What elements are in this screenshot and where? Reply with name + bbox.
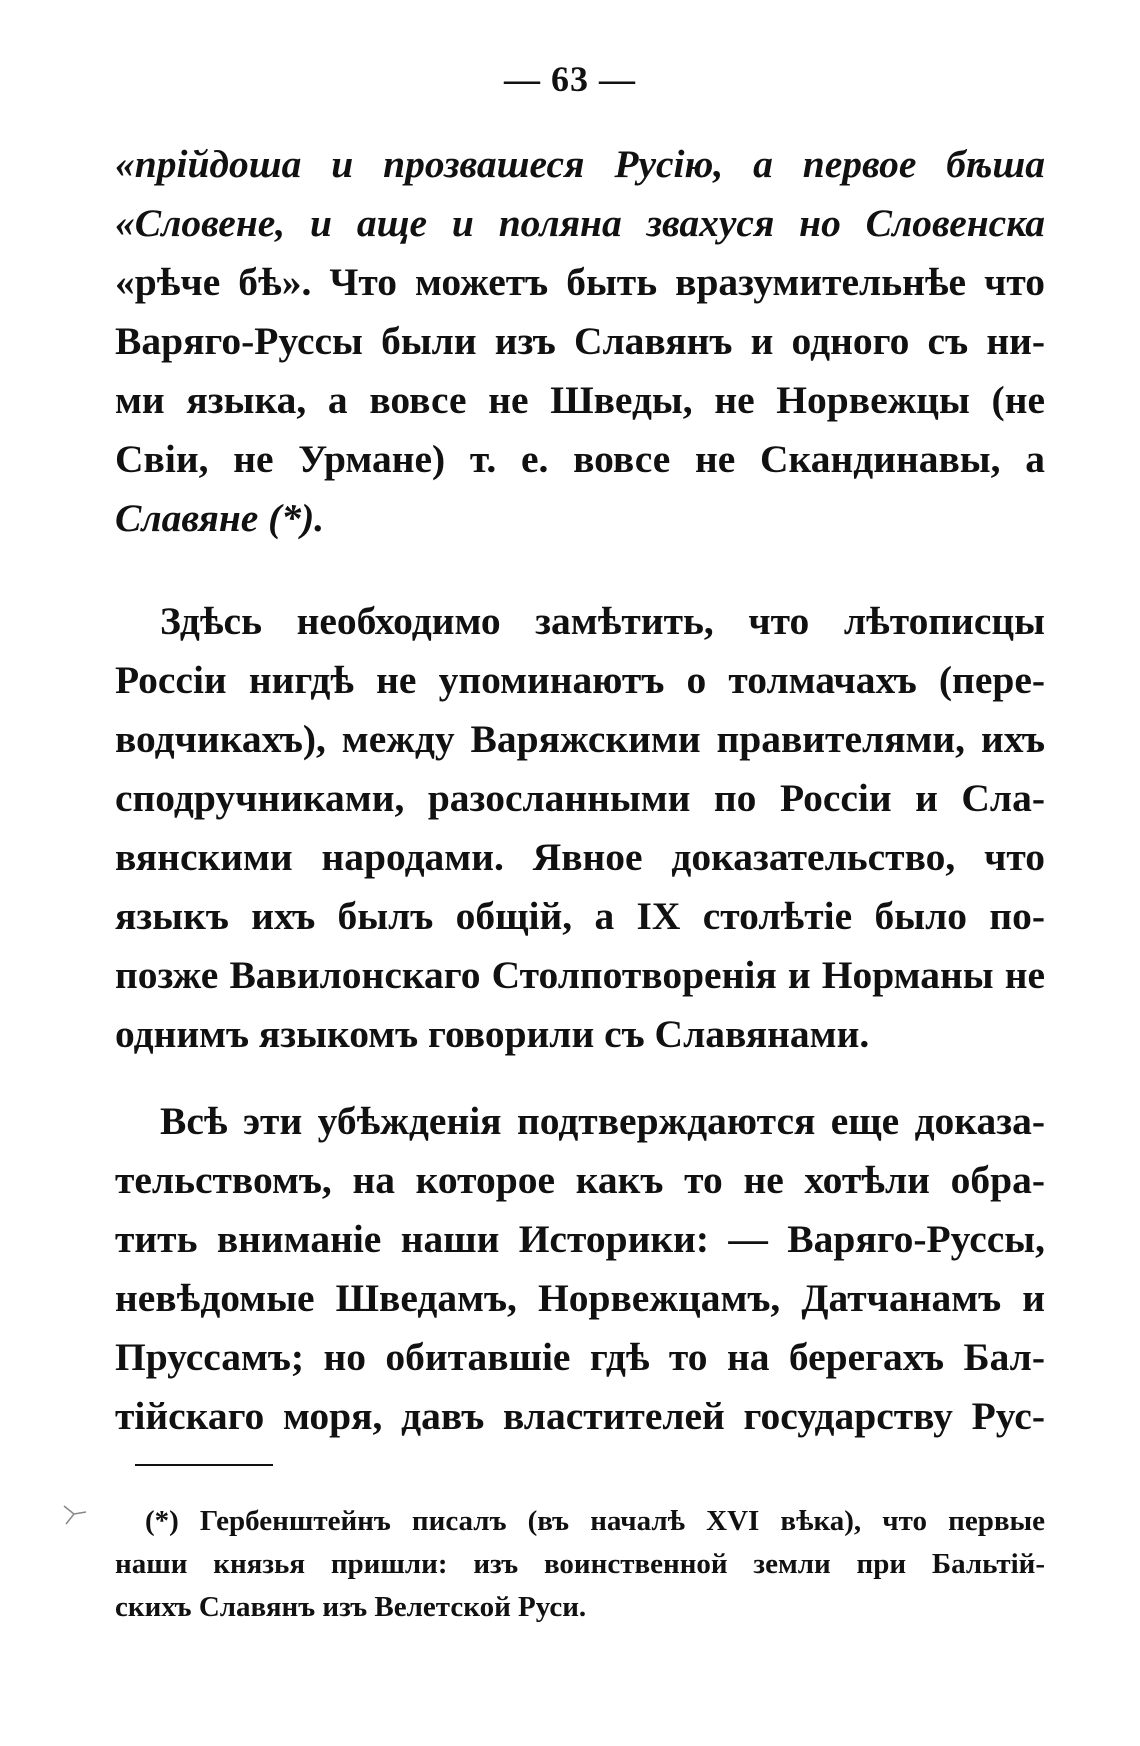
footnote-line: скихъ Славянъ изъ Велетской Руси. [115,1591,587,1623]
paragraph-1-line: Свіи, не Урмане) т. е. вовсе не Скандинавы, а [115,437,1045,481]
paragraph-1-line: Варяго-Руссы были изъ Славянъ и одного съ ни- [115,319,1045,363]
paragraph-3-line: тить вниманіе наши Историки: — Варяго-Руссы, [115,1217,1045,1261]
paragraph-2-line: сподручниками, разосланными по Россіи и Сла- [115,776,1045,820]
paragraph-1 [115,135,1045,548]
paragraph-3-line: Пруссамъ; но обитавшіе гдѣ то на берегахъ Бал- [115,1335,1045,1379]
footnote-line: (*) Гербенштейнъ писалъ (въ началѣ XVI вѣка), что первые [145,1505,1045,1537]
paragraph-2-line: позже Вавилонскаго Столпотворенія и Норманы не [115,953,1045,997]
paragraph-1-line: ми языка, а вовсе не Шведы, не Норвежцы (не [115,378,1045,422]
paragraph-2 [115,592,1045,1064]
paragraph-1-line: «Словене, и аще и поляна звахуся но Словенска [115,201,1045,245]
paragraph-1-line: «рѣче бѣ». Что можетъ быть вразумительнѣе что [115,260,1045,304]
paragraph-3-line: тельствомъ, на которое какъ то не хотѣли обра- [115,1158,1045,1202]
paragraph-3 [115,1092,1045,1446]
paragraph-2-line: вянскими народами. Явное доказательство, что [115,835,1045,879]
paragraph-2-line: Здѣсь необходимо замѣтить, что лѣтописцы [160,599,1045,643]
footnote-divider [135,1464,273,1466]
paragraph-2-line: водчикахъ), между Варяжскими правителями, ихъ [115,717,1045,761]
page-number: — 63 — [504,59,636,99]
paragraph-3-line: невѣдомые Шведамъ, Норвежцамъ, Датчанамъ и [115,1276,1045,1320]
paragraph-1-line: Славяне (*). [115,496,325,540]
paragraph-3-line: Всѣ эти убѣжденія подтверждаются еще доказа- [160,1099,1045,1143]
paragraph-2-line: Россіи нигдѣ не упоминаютъ о толмачахъ (пере- [115,658,1045,702]
paragraph-2-line: языкъ ихъ былъ общій, а IX столѣтіе было по- [115,894,1045,938]
footnote [115,1500,1045,1629]
margin-pencil-mark-icon [62,1502,88,1535]
paragraph-2-line: однимъ языкомъ говорили съ Славянами. [115,1012,870,1056]
footnote-line: наши князья пришли: изъ воинственной земли при Бальтій- [115,1548,1045,1580]
paragraph-3-line: тійскаго моря, давъ властителей государству Рус- [115,1394,1045,1438]
paragraph-1-line: «прійдоша и прозвашеся Русію, а первое бѣша [115,142,1045,186]
